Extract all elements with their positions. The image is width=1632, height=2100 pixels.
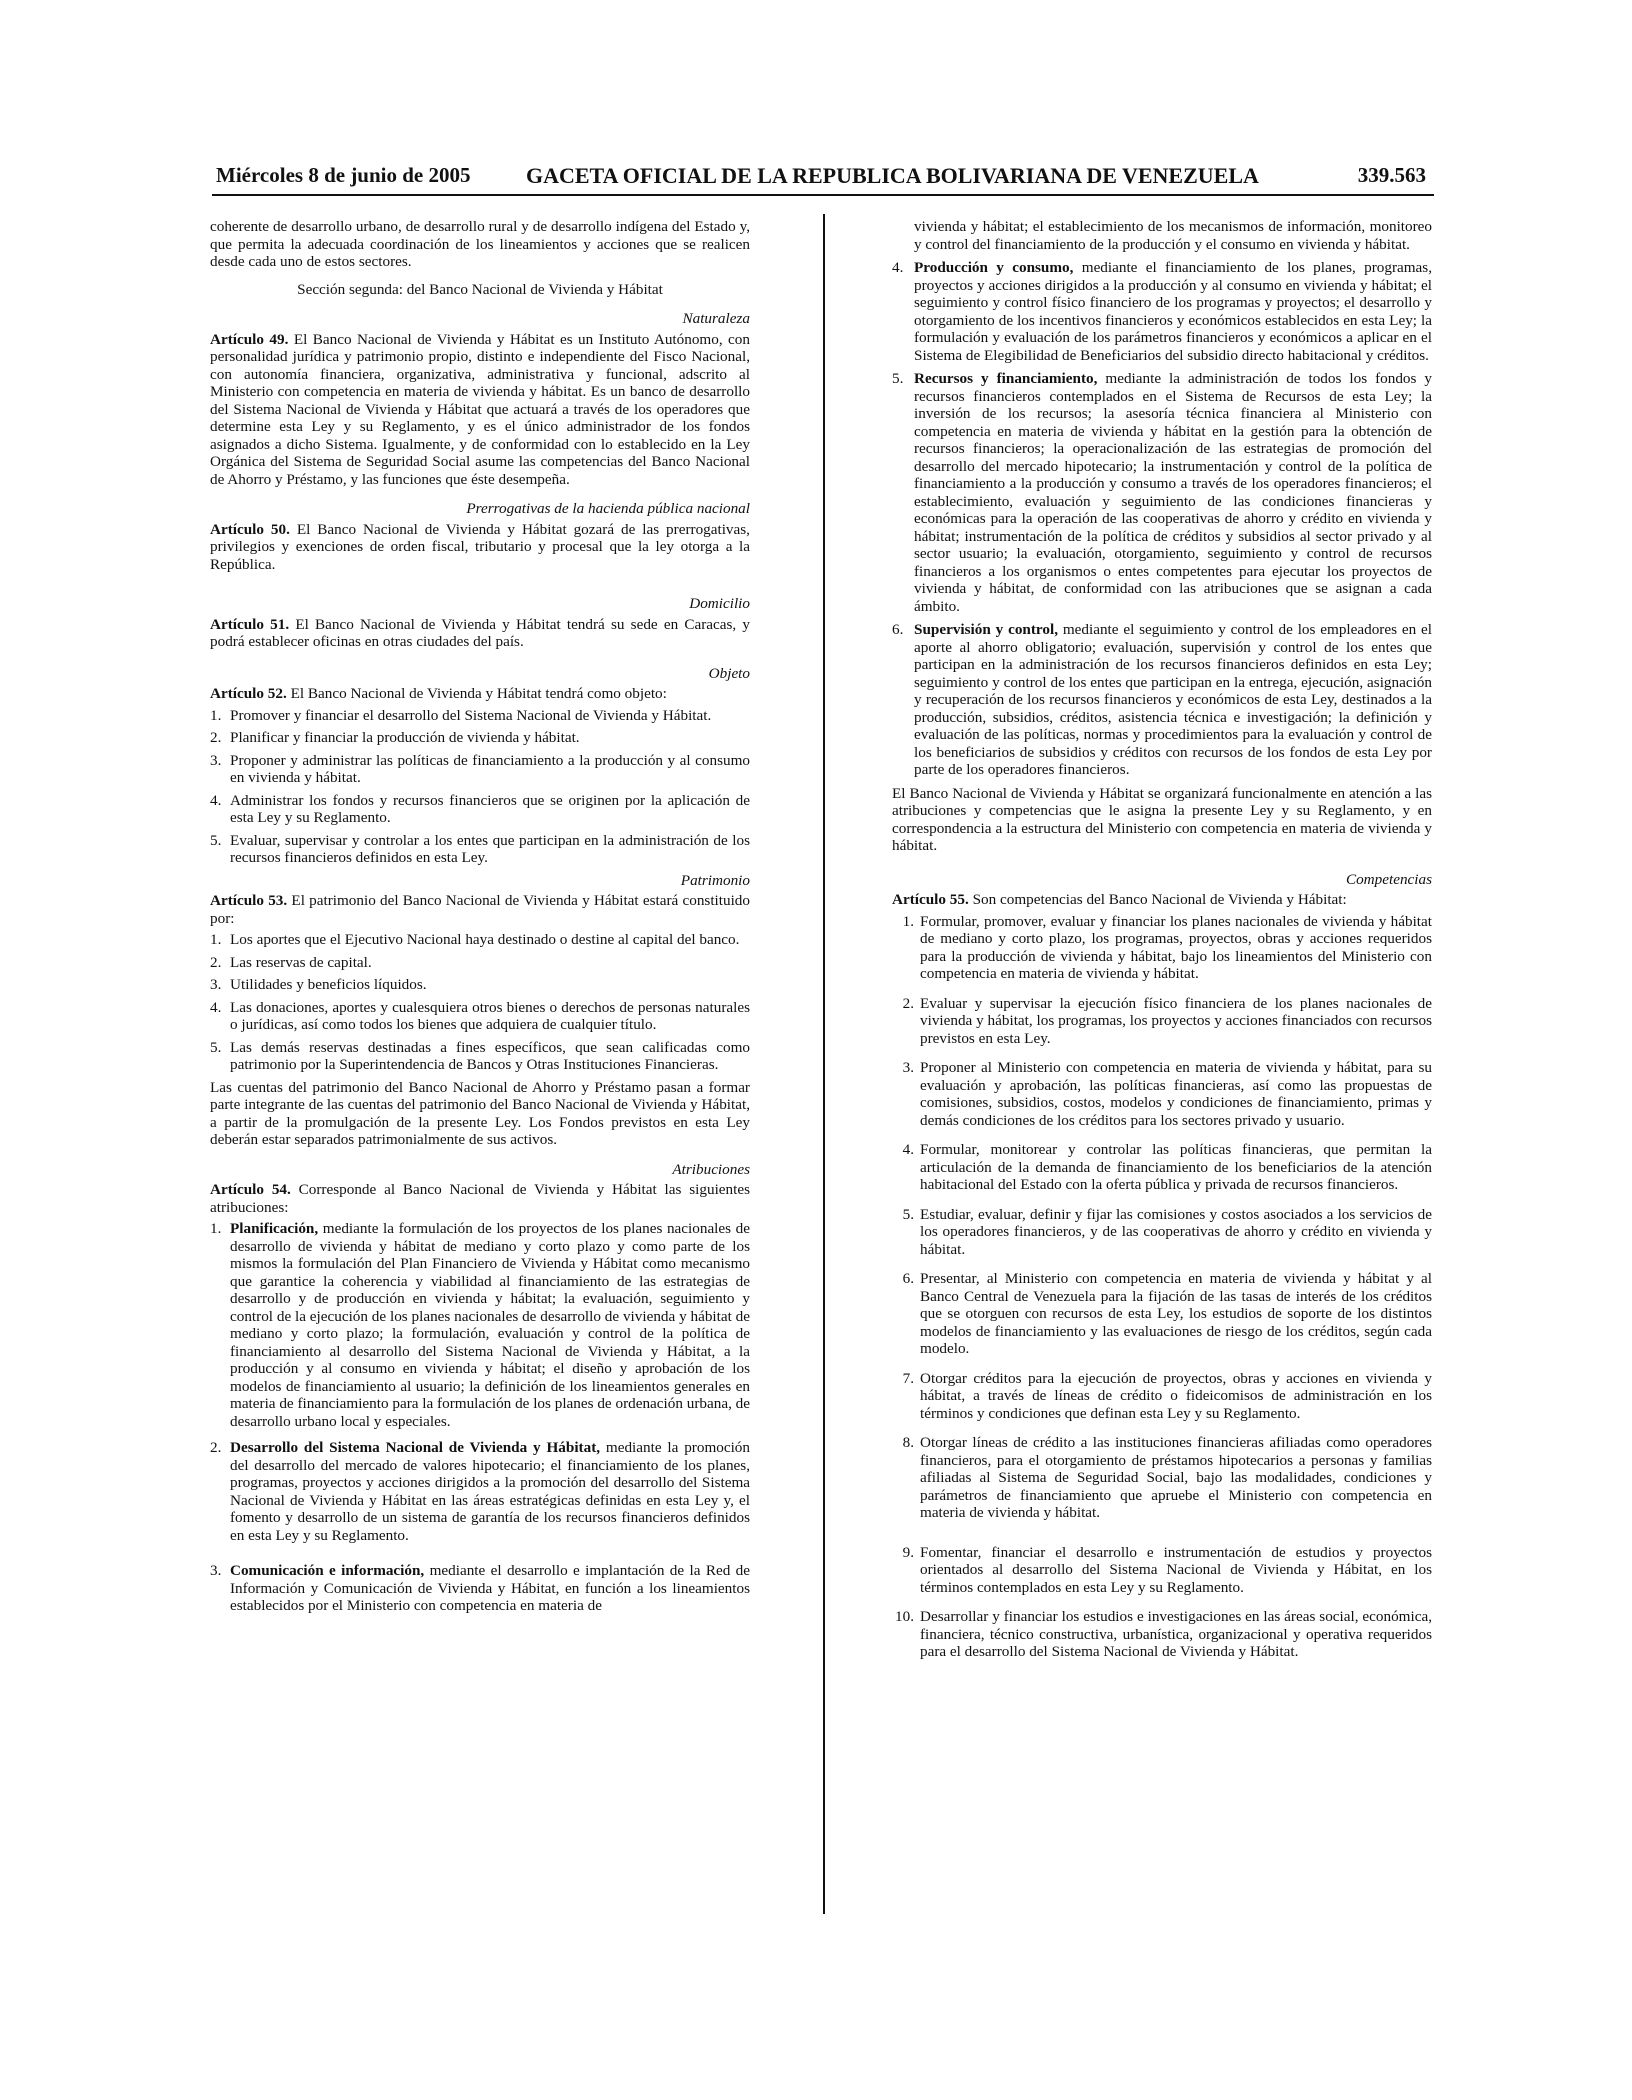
list-item bbox=[210, 954, 750, 972]
list-item bbox=[892, 1370, 1432, 1423]
item-text: Otorgar líneas de crédito a las instituciones financieras afiliadas como operadores financieros, para el otorgamiento de préstamos hipotecarios a personas y familias afiliadas al Sistema de Seguridad Social, bajo las modalidades, condiciones y parámetros de financiamiento que apruebe el Ministerio con competencia en materia de vivienda y hábitat. bbox=[920, 1434, 1432, 1521]
article-label: Artículo 54. bbox=[210, 1181, 291, 1198]
item-number: 5. bbox=[210, 1038, 222, 1056]
item-text: Planificar y financiar la producción de vivienda y hábitat. bbox=[230, 729, 580, 746]
sidehead-prerrogativas: Prerrogativas de la hacienda pública nacional bbox=[466, 500, 750, 517]
item-text: Administrar los fondos y recursos financieros que se originen por la aplicación de esta Ley y su Reglamento. bbox=[230, 791, 750, 826]
article-label: Artículo 53. bbox=[210, 892, 288, 909]
list-item bbox=[210, 752, 750, 787]
item-number: 3. bbox=[210, 751, 222, 769]
item-text: Otorgar créditos para la ejecución de proyectos, obras y acciones en vivienda y hábitat, a través de líneas de crédito o fideicomisos de administración en los términos y condiciones que definan esta Ley y su Reglamento. bbox=[920, 1369, 1432, 1422]
item-text: mediante la administración de todos los fondos y recursos financieros contemplados en el Sistema de Recursos de esta Ley; la inversión de los recursos; la asesoría técnica financiera al Ministerio con competencia en materia de vivienda y hábitat en la gestión para la obtención de recursos financieros; la operacionalización de las estrategias de promoción del desarrollo del mercado hipotecario; la instrumentación y control de la política de financiamiento a la producción y consumo a través de los operadores financieros; el establecimiento, evaluación y seguimiento de las condiciones financieras y económicas para la operación de las cooperativas de ahorro y crédito en vivienda y hábitat; instrumentación de la política de créditos y subsidios al sector privado y al sector usuario; la evaluación, otorgamiento, seguimiento y control de recursos financieros a los organismos o entes competentes para ejecutar los proyectos de vivienda y hábitat, de conformidad con las atribuciones que se asignan a cada ámbito. bbox=[914, 370, 1432, 615]
item-number: 2. bbox=[210, 1439, 222, 1456]
article-label: Artículo 51. bbox=[210, 615, 290, 633]
article-55 bbox=[892, 891, 1432, 909]
column-divider bbox=[823, 214, 825, 1914]
item-text: Las demás reservas destinadas a fines específicos, que sean calificadas como patrimonio por la Superintendencia de Bancos y Otras Instituciones Financieras. bbox=[230, 1038, 750, 1073]
item-number: 3. bbox=[210, 1562, 222, 1579]
item-text: Evaluar y supervisar la ejecución físico financiera de los planes nacionales de vivienda y hábitat, los programas, los proyectos y acciones financiados con recursos previstos en esta Ley. bbox=[920, 994, 1432, 1047]
item-number: 2. bbox=[210, 953, 222, 971]
item-text: mediante el seguimiento y control de los empleadores en el aporte al ahorro obligatorio; evaluación, supervisión y control de los entes que participan en la administración de los recursos financieros definidos en esta Ley; seguimiento y control de los entes que participan en la entrega, ejecución, asignación y recuperación de los recursos financieros y económicos de esta Ley, destinados a la producción, subsidios, créditos, asistencia técnica e investigación; la definición y evaluación de las políticas, normas y procedimientos para la evaluación y control de los beneficiarios de subsidios y créditos con recursos de los fondos de esta Ley por parte de los operadores financieros. bbox=[914, 621, 1432, 778]
item-text: Los aportes que el Ejecutivo Nacional haya destinado o destine al capital del banco. bbox=[230, 931, 740, 948]
item-number: 6. bbox=[892, 621, 904, 638]
item-text: mediante el financiamiento de los planes, programas, proyectos y acciones dirigidos a la producción y al consumo en vivienda y hábitat; el seguimiento y control físico financiero de los programas y proyectos; el desarrollo y otorgamiento de los incentivos financieros y económicos establecidos en esta Ley; la formulación y evaluación de los parámetros financieros y económicos a aplicar en el Sistema de Elegibilidad de Beneficiarios del subsidio directo habitacional y créditos. bbox=[914, 259, 1433, 364]
article-54 bbox=[210, 1181, 750, 1216]
header-title: GACETA OFICIAL DE LA REPUBLICA BOLIVARIANA DE VENEZUELA bbox=[526, 163, 1259, 188]
item-text: Desarrollar y financiar los estudios e investigaciones en las áreas social, económica, financiera, técnico constructiva, urbanística, organizacional y operativa requeridos para el desarrollo del Sistema Nacional de Vivienda y Hábitat. bbox=[920, 1608, 1432, 1660]
header-rule bbox=[212, 194, 1434, 196]
article-51 bbox=[210, 616, 750, 651]
article-52-list bbox=[210, 707, 750, 867]
article-text: El Banco Nacional de Vivienda y Hábitat tendrá como objeto: bbox=[286, 685, 667, 702]
item-number: 5. bbox=[892, 370, 904, 387]
article-label: Artículo 49. bbox=[210, 330, 289, 348]
article-49 bbox=[210, 331, 750, 489]
article-label: Artículo 55. bbox=[892, 891, 969, 908]
list-item bbox=[210, 792, 750, 827]
article-text: Corresponde al Banco Nacional de Vivienda y Hábitat las siguientes atribuciones: bbox=[210, 1181, 750, 1216]
item-text: Presentar, al Ministerio con competencia en materia de vivienda y hábitat y al Banco Central de Venezuela para la fijación de las tasas de interés de los créditos que se otorguen con recursos de esta Ley, los estudios de soporte de los distintos modelos de financiamiento y las evaluaciones de riesgo de los créditos, según cada modelo. bbox=[920, 1270, 1432, 1357]
right-column bbox=[892, 218, 1432, 1673]
list-item bbox=[892, 1206, 1432, 1259]
list-item bbox=[210, 707, 750, 725]
article-54-list-continued bbox=[892, 259, 1432, 779]
item-text: Fomentar, financiar el desarrollo e instrumentación de estudios y proyectos orientados al desarrollo del Sistema Nacional de Vivienda y Hábitat, en los términos contemplados en esta Ley y su Reglamento. bbox=[920, 1543, 1432, 1596]
list-item bbox=[210, 1039, 750, 1074]
sidehead-patrimonio: Patrimonio bbox=[680, 871, 750, 889]
list-item bbox=[892, 370, 1432, 615]
list-item bbox=[892, 621, 1432, 779]
item-title: Producción y consumo, bbox=[914, 259, 1074, 276]
list-item bbox=[210, 729, 750, 747]
article-50 bbox=[210, 521, 750, 574]
item-number: 4. bbox=[902, 1141, 914, 1158]
list-item bbox=[892, 995, 1432, 1048]
item-title: Planificación, bbox=[230, 1220, 319, 1237]
item-number: 10. bbox=[895, 1608, 914, 1625]
item-number: 7. bbox=[902, 1369, 914, 1387]
item-number: 1. bbox=[210, 1220, 222, 1237]
item-title: Recursos y financiamiento, bbox=[914, 370, 1098, 387]
list-item bbox=[210, 1220, 750, 1430]
list-item bbox=[210, 832, 750, 867]
list-item bbox=[210, 1562, 750, 1615]
intro-paragraph: coherente de desarrollo urbano, de desarrollo rural y de desarrollo indígena del Estado y, que permita la adecuada coordinación de los lineamientos y acciones que se realicen desde cada uno de estos sectores. bbox=[210, 218, 750, 270]
item-text: mediante la formulación de los proyectos de los planes nacionales de desarrollo de vivienda y hábitat de mediano y corto plazo y como parte de los mismos la formulación del Plan Financiero de Vivienda y Hábitat como mecanismo que garantice la coherencia y viabilidad al financiamiento de las estrategias de desarrollo y de producción en vivienda y hábitat; la evaluación, seguimiento y control de la ejecución de los planes nacionales de desarrollo de vivienda y hábitat de mediano y corto plazo; la formulación, evaluación y control de la política de financiamiento al desarrollo del Sistema Nacional de Vivienda y Hábitat, a la producción y al consumo en vivienda y hábitat; el diseño y aprobación de los modelos de financiamiento al usuario; la definición de los lineamientos generales en materia de financiamiento para la formulación de los planes de ordenación urbana, de desarrollo urbano local y especiales. bbox=[230, 1220, 750, 1430]
list-item bbox=[892, 1270, 1432, 1358]
item-text: Estudiar, evaluar, definir y fijar las comisiones y costos asociados a los servicios de los operadores financieros, y de las cooperativas de ahorro y crédito en vivienda y hábitat. bbox=[920, 1205, 1432, 1258]
item-number: 3. bbox=[902, 1059, 914, 1076]
item-text: Utilidades y beneficios líquidos. bbox=[230, 976, 427, 993]
item-number: 8. bbox=[902, 1434, 914, 1451]
sidehead-naturaleza: Naturaleza bbox=[682, 310, 750, 327]
sidehead-objeto: Objeto bbox=[708, 664, 750, 682]
item-number: 9. bbox=[902, 1543, 914, 1561]
item-number: 1. bbox=[210, 931, 222, 948]
article-text: El Banco Nacional de Vivienda y Hábitat gozará de las prerrogativas, privilegios y exenciones de orden fiscal, tributario y procesal que la ley otorga a la República. bbox=[210, 520, 750, 573]
item-number: 5. bbox=[210, 831, 222, 849]
item-number: 5. bbox=[902, 1205, 914, 1223]
sidehead-atribuciones: Atribuciones bbox=[672, 1160, 750, 1178]
article-53-list bbox=[210, 931, 750, 1074]
item-text: Promover y financiar el desarrollo del Sistema Nacional de Vivienda y Hábitat. bbox=[230, 706, 712, 724]
article-text: Son competencias del Banco Nacional de Vivienda y Hábitat: bbox=[968, 891, 1347, 908]
section-title: Sección segunda: del Banco Nacional de Vivienda y Hábitat bbox=[297, 280, 663, 298]
article-label: Artículo 52. bbox=[210, 685, 287, 702]
article-52 bbox=[210, 685, 750, 703]
article-53-closing: Las cuentas del patrimonio del Banco Nacional de Ahorro y Préstamo pasan a formar parte integrante de las cuentas del patrimonio del Banco Nacional de Vivienda y Hábitat, a partir de la promulgación de la presente Ley. Los Fondos previstos en esta Ley deberán estar separados patrimonialmente de sus activos. bbox=[210, 1078, 750, 1148]
article-text: El Banco Nacional de Vivienda y Hábitat tendrá su sede en Caracas, y podrá establecer oficinas en otras ciudades del país. bbox=[210, 615, 750, 650]
left-column bbox=[210, 218, 750, 1620]
list-item bbox=[210, 999, 750, 1034]
article-54-list bbox=[210, 1220, 750, 1615]
continued-text: vivienda y hábitat; el establecimiento de los mecanismos de información, monitoreo y control del financiamiento de la producción y el consumo en vivienda y hábitat. bbox=[914, 218, 1432, 253]
list-item bbox=[892, 1434, 1432, 1522]
sidehead-competencias: Competencias bbox=[1345, 870, 1432, 888]
item-title: Desarrollo del Sistema Nacional de Vivienda y Hábitat, bbox=[230, 1439, 601, 1456]
list-item bbox=[892, 913, 1432, 983]
item-number: 6. bbox=[902, 1270, 914, 1287]
item-number: 1. bbox=[210, 706, 222, 724]
page-header bbox=[210, 163, 1434, 193]
header-page-number: 339.563 bbox=[1357, 163, 1426, 187]
list-item bbox=[892, 259, 1432, 364]
article-text: El patrimonio del Banco Nacional de Vivienda y Hábitat estará constituido por: bbox=[210, 892, 750, 927]
item-number: 2. bbox=[902, 994, 914, 1012]
article-53 bbox=[210, 892, 750, 927]
item-text: Evaluar, supervisar y controlar a los entes que participan en la administración de los recursos financieros definidos en esta Ley. bbox=[230, 831, 750, 866]
list-item bbox=[210, 931, 750, 949]
article-55-list bbox=[892, 913, 1432, 1661]
list-item bbox=[892, 1544, 1432, 1597]
item-text: Formular, monitorear y controlar las políticas financieras, que permitan la articulación de la demanda de financiamiento de los beneficiarios de la atención habitacional del Estado con la oferta pública y privada de recursos financieros. bbox=[920, 1141, 1432, 1193]
list-item bbox=[892, 1141, 1432, 1194]
list-item bbox=[210, 976, 750, 994]
item-text: Formular, promover, evaluar y financiar los planes nacionales de vivienda y hábitat de mediano y corto plazo, los programas, proyectos, obras y acciones requeridos para la producción de vivienda y hábitat, bajo los lineamientos del Ministerio con competencia en materia de vivienda y hábitat. bbox=[920, 912, 1432, 982]
item-title: Comunicación e información, bbox=[230, 1562, 425, 1579]
list-item bbox=[892, 1059, 1432, 1129]
item-text: mediante el desarrollo e implantación de la Red de Información y Comunicación de Vivienda y Hábitat, en función a los lineamientos establecidos por el Ministerio con competencia en materia de bbox=[230, 1562, 750, 1614]
sidehead-domicilio: Domicilio bbox=[689, 595, 750, 612]
item-text: mediante la promoción del desarrollo del mercado de valores hipotecario; el financiamiento de los planes, programas, proyectos y acciones dirigidos a la promoción del desarrollo del Sistema Nacional de Vivienda y Hábitat en las áreas estratégicas definidas en esta Ley y, el fomento y desarrollo de un sistema de garantía de los recursos financieros definidos en esta Ley y su Reglamento. bbox=[230, 1439, 750, 1544]
item-text: Proponer y administrar las políticas de financiamiento a la producción y al consumo en vivienda y hábitat. bbox=[230, 751, 750, 786]
item-number: 3. bbox=[210, 976, 222, 993]
item-title: Supervisión y control, bbox=[914, 621, 1058, 638]
item-text: Proponer al Ministerio con competencia en materia de vivienda y hábitat, para su evaluación y aprobación, las políticas financieras, así como las propuestas de comisiones, subsidios, costos, modelos y condiciones de financiamiento, primas y demás condiciones de los créditos para los sectores privado y usuario. bbox=[920, 1059, 1432, 1129]
item-number: 4. bbox=[892, 259, 904, 276]
item-text: Las donaciones, aportes y cualesquiera otros bienes o derechos de personas naturales o jurídicas, así como todos los bienes que adquiera de cualquier título. bbox=[230, 998, 750, 1033]
article-54-closing: El Banco Nacional de Vivienda y Hábitat se organizará funcionalmente en atención a las atribuciones y competencias que le asigna la presente Ley y su Reglamento, y en correspondencia a la estructura del Ministerio con competencia en materia de vivienda y hábitat. bbox=[892, 784, 1432, 854]
item-number: 4. bbox=[210, 998, 222, 1016]
article-label: Artículo 50. bbox=[210, 520, 290, 538]
list-item bbox=[892, 1608, 1432, 1661]
item-text: Las reservas de capital. bbox=[230, 953, 372, 971]
list-item bbox=[210, 1439, 750, 1544]
article-text: El Banco Nacional de Vivienda y Hábitat es un Instituto Autónomo, con personalidad jurídica y patrimonio propio, distinto e independiente del Fisco Nacional, con autonomía financiera, organizativa, administrativa y funcional, adscrito al Ministerio con competencia en materia de vivienda y hábitat. Es un banco de desarrollo del Sistema Nacional de Vivienda y Hábitat que actuará a través de los operadores que determine esta Ley y su Reglamento, y es el único administrador de los fondos asignados a dicho Sistema. Igualmente, y de conformidad con lo establecido en la Ley Orgánica del Sistema de Seguridad Social asume las competencias del Banco Nacional de Ahorro y Préstamo, y las funciones que éste desempeña. bbox=[210, 330, 750, 488]
header-date: Miércoles 8 de junio de 2005 bbox=[216, 163, 471, 187]
item-number: 2. bbox=[210, 729, 222, 746]
item-number: 4. bbox=[210, 791, 222, 809]
item-number: 1. bbox=[902, 912, 914, 930]
